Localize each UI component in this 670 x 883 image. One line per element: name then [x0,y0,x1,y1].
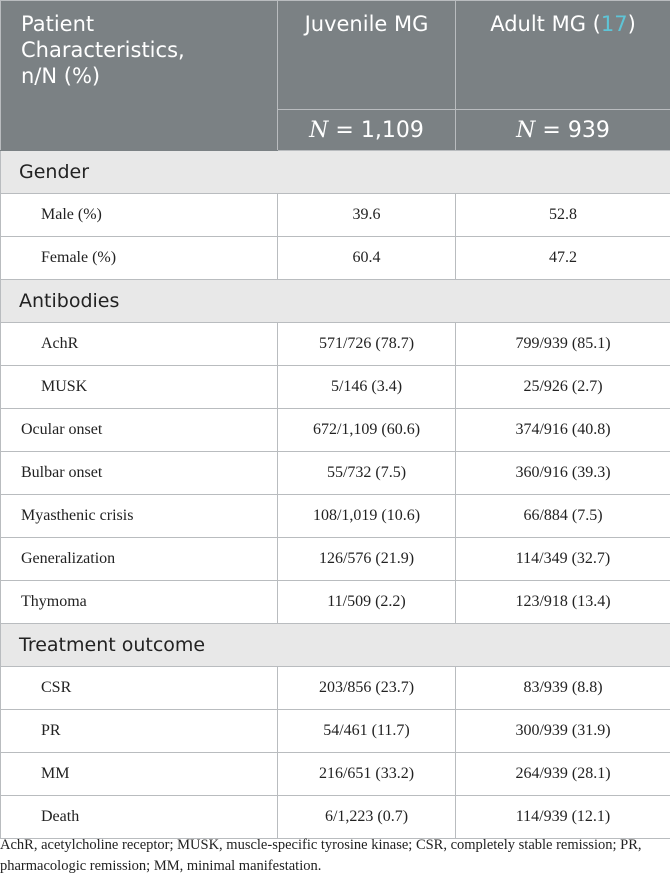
adult-header-label: Adult MG ( [490,12,601,36]
table-row [1,323,670,366]
row-label: Ocular onset [1,409,278,452]
adult-reference-link[interactable]: 17 [600,12,628,36]
juvenile-n-symbol: N [309,117,329,143]
section-gender: Gender [1,151,670,194]
row-label: MUSK [1,366,278,409]
juvenile-value: 5/146 (3.4) [278,366,456,409]
adult-value: 264/939 (28.1) [456,753,670,796]
row-label: AchR [1,323,278,366]
section-treatment-outcome: Treatment outcome [1,624,670,667]
table-row [1,452,670,495]
adult-value: 114/939 (12.1) [456,796,670,839]
table-row [1,194,670,237]
juvenile-value: 54/461 (11.7) [278,710,456,753]
table-row [1,710,670,753]
table-row [1,366,670,409]
juvenile-value: 216/651 (33.2) [278,753,456,796]
adult-header-close: ) [627,12,636,36]
juvenile-value: 108/1,019 (10.6) [278,495,456,538]
juvenile-value: 60.4 [278,237,456,280]
characteristics-header-line2: Characteristics, [21,38,185,62]
juvenile-value: 126/576 (21.9) [278,538,456,581]
table-row [1,667,670,710]
characteristics-header-line3: n/N (%) [21,64,101,88]
table-row [1,495,670,538]
adult-value: 123/918 (13.4) [456,581,670,624]
table-footnote: AchR, acetylcholine receptor; MUSK, muscle-specific tyrosine kinase; CSR, completely stable remission; PR, pharmacologic remission; MM, minimal manifestation. [0,837,642,874]
row-label: Death [1,796,278,839]
table-row [1,581,670,624]
row-label: Male (%) [1,194,278,237]
row-label: CSR [1,667,278,710]
row-label: PR [1,710,278,753]
header-row [1,1,670,110]
row-label: Generalization [1,538,278,581]
juvenile-header: Juvenile MG [278,1,456,110]
adult-n-symbol: N [516,117,536,143]
row-label: Myasthenic crisis [1,495,278,538]
juvenile-n-value: = 1,109 [328,117,424,143]
adult-n-value: = 939 [535,117,610,143]
row-label: Thymoma [1,581,278,624]
juvenile-value: 11/509 (2.2) [278,581,456,624]
juvenile-value: 571/726 (78.7) [278,323,456,366]
adult-value: 47.2 [456,237,670,280]
characteristics-header-line1: Patient [21,12,95,36]
juvenile-value: 672/1,109 (60.6) [278,409,456,452]
table-row [1,538,670,581]
adult-value: 25/926 (2.7) [456,366,670,409]
juvenile-value: 203/856 (23.7) [278,667,456,710]
table-row [1,409,670,452]
row-label: MM [1,753,278,796]
adult-header [456,1,670,110]
adult-value: 66/884 (7.5) [456,495,670,538]
section-antibodies: Antibodies [1,280,670,323]
adult-value: 799/939 (85.1) [456,323,670,366]
adult-value: 300/939 (31.9) [456,710,670,753]
juvenile-value: 55/732 (7.5) [278,452,456,495]
row-label: Female (%) [1,237,278,280]
adult-value: 83/939 (8.8) [456,667,670,710]
adult-n [456,110,670,151]
table-row [1,796,670,839]
juvenile-value: 6/1,223 (0.7) [278,796,456,839]
juvenile-n [278,110,456,151]
adult-value: 114/349 (32.7) [456,538,670,581]
characteristics-header [1,1,278,151]
adult-value: 374/916 (40.8) [456,409,670,452]
adult-value: 360/916 (39.3) [456,452,670,495]
juvenile-value: 39.6 [278,194,456,237]
adult-value: 52.8 [456,194,670,237]
row-label: Bulbar onset [1,452,278,495]
table-row [1,237,670,280]
table-row [1,753,670,796]
